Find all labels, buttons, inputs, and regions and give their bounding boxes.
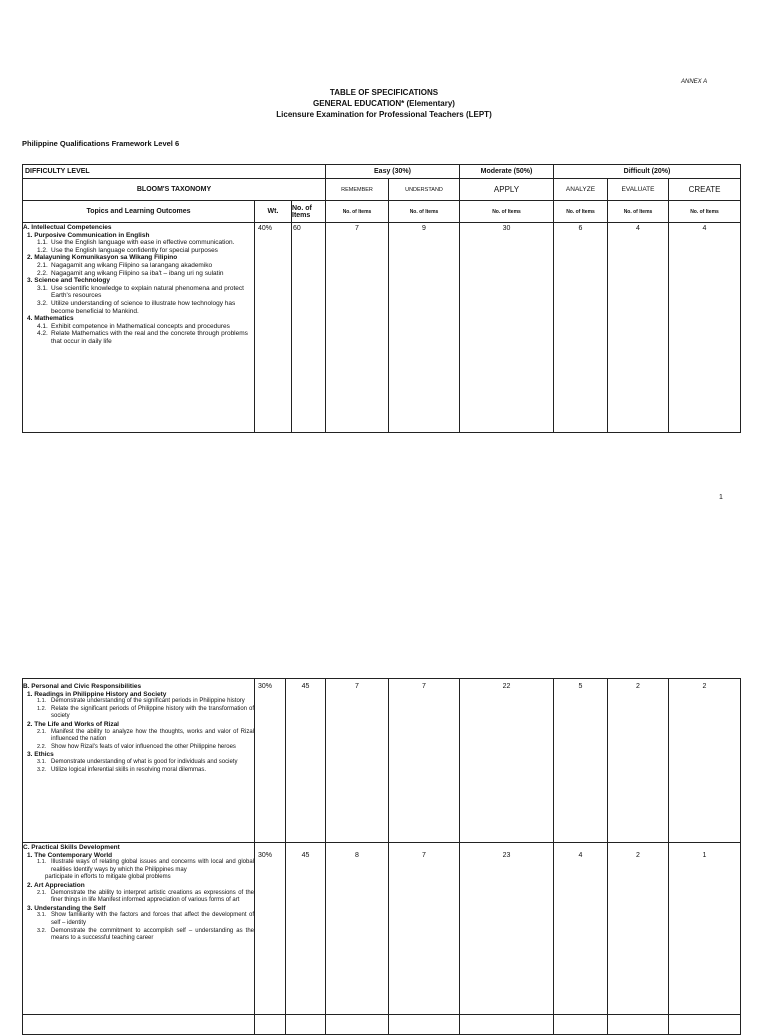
topic-number: 3. bbox=[27, 751, 33, 759]
evaluate-header: EVALUATE bbox=[608, 179, 669, 201]
create-value: 1 bbox=[669, 843, 741, 1015]
wt-header: Wt. bbox=[255, 201, 292, 223]
topic-title: The Life and Works of Rizal bbox=[34, 720, 119, 728]
create-header: CREATE bbox=[669, 179, 741, 201]
annex-label: ANNEX A bbox=[681, 79, 708, 85]
page-number: 1 bbox=[719, 494, 723, 501]
section-b-topics bbox=[23, 679, 255, 843]
outcome-number: 3.2. bbox=[37, 927, 47, 934]
weight-cell: 30% bbox=[255, 843, 286, 1015]
outcome-number: 2.1. bbox=[37, 889, 47, 896]
outcome-text: Use scientific knowledge to explain natural phenomena and protect Earth's resources bbox=[51, 284, 244, 300]
col-no-items: No. of Items bbox=[389, 201, 460, 223]
outcome-text: Nagagamit ang wikang Filipino sa iba't – ibang uri ng sulatin bbox=[51, 269, 224, 277]
topic-title: The Contemporary World bbox=[34, 851, 113, 859]
outcome-number: 1.1. bbox=[37, 859, 47, 866]
topic-number: 3. bbox=[27, 277, 33, 285]
outcome-number: 2.2. bbox=[37, 743, 47, 750]
topic-number: 1. bbox=[27, 690, 33, 698]
topics-header: Topics and Learning Outcomes bbox=[23, 201, 255, 223]
outcome-note: participate in efforts to mitigate global problems bbox=[45, 874, 171, 881]
evaluate-value: 4 bbox=[608, 223, 669, 433]
col-no-items: No. of Items bbox=[326, 201, 389, 223]
analyze-value: 5 bbox=[554, 679, 608, 843]
totals-cell bbox=[608, 1015, 669, 1035]
outcome-text: Exhibit competence in Mathematical concepts and procedures bbox=[51, 322, 230, 330]
items-cell: 45 bbox=[286, 679, 326, 843]
table-row bbox=[23, 843, 741, 1015]
outcome-number: 2.1. bbox=[37, 728, 47, 735]
outcome-number: 2.1. bbox=[37, 261, 48, 269]
topic-title: Purposive Communication in English bbox=[34, 231, 150, 239]
understand-header: UNDERSTAND bbox=[389, 179, 460, 201]
doc-subtitle: GENERAL EDUCATION* (Elementary) bbox=[313, 99, 455, 108]
outcome-text: Use the English language confidently for special purposes bbox=[51, 246, 218, 254]
outcome-text: Demonstrate understanding of the significant periods in Philippine history bbox=[51, 698, 245, 705]
evaluate-value: 2 bbox=[608, 843, 669, 1015]
create-value: 4 bbox=[669, 223, 741, 433]
analyze-value: 4 bbox=[554, 843, 608, 1015]
outcome-text: Relate the significant periods of Philippine history with the transformation of society bbox=[51, 705, 254, 720]
create-value: 2 bbox=[669, 679, 741, 843]
topic-number: 4. bbox=[27, 315, 33, 323]
framework-label: Philippine Qualifications Framework Level 6 bbox=[22, 139, 180, 148]
outcome-text: Utilize logical inferential skills in resolving moral dilemmas. bbox=[51, 766, 207, 773]
weight-cell: 30% bbox=[255, 679, 286, 843]
outcome-number: 3.2. bbox=[37, 299, 48, 307]
difficult-header: Difficult (20%) bbox=[554, 165, 741, 179]
evaluate-value: 2 bbox=[608, 679, 669, 843]
topic-title: Ethics bbox=[34, 751, 54, 759]
doc-exam-title: Licensure Examination for Professional Teachers (LEPT) bbox=[276, 110, 492, 119]
understand-value: 7 bbox=[389, 679, 460, 843]
outcome-text: Manifest the ability to analyze how the thoughts, works and valor of Rizal influenced the nation bbox=[51, 728, 254, 743]
totals-cell bbox=[460, 1015, 554, 1035]
items-cell: 45 bbox=[286, 843, 326, 1015]
section-title: C. Practical Skills Development bbox=[23, 844, 120, 851]
totals-cell bbox=[326, 1015, 389, 1035]
totals-cell bbox=[255, 1015, 286, 1035]
outcome-text: Demonstrate the commitment to accomplish self – understanding as the means to a successful teaching career bbox=[51, 927, 254, 942]
topic-number: 2. bbox=[27, 881, 33, 889]
understand-value: 7 bbox=[389, 843, 460, 1015]
totals-cell bbox=[286, 1015, 326, 1035]
moderate-header: Moderate (50%) bbox=[460, 165, 554, 179]
apply-header: APPLY bbox=[460, 179, 554, 201]
col-no-items: No. of Items bbox=[608, 201, 669, 223]
remember-value: 8 bbox=[326, 843, 389, 1015]
section-title: B. Personal and Civic Responsibilities bbox=[23, 683, 142, 690]
outcome-text: Demonstrate understanding of what is good for individuals and society bbox=[51, 758, 238, 765]
section-a-topics bbox=[23, 223, 255, 433]
apply-value: 23 bbox=[460, 843, 554, 1015]
outcome-number: 2.2. bbox=[37, 269, 48, 277]
doc-title: TABLE OF SPECIFICATIONS bbox=[329, 88, 439, 97]
topic-title: Science and Technology bbox=[34, 277, 110, 285]
analyze-header: ANALYZE bbox=[554, 179, 608, 201]
remember-value: 7 bbox=[326, 679, 389, 843]
outcome-number: 3.2. bbox=[37, 766, 47, 773]
col-no-items: No. of Items bbox=[669, 201, 741, 223]
table-row bbox=[23, 679, 741, 843]
bloom-header: BLOOM'S TAXONOMY bbox=[23, 179, 326, 201]
topic-title: Readings in Philippine History and Society bbox=[34, 690, 167, 698]
topic-title: Art Appreciation bbox=[34, 881, 85, 889]
outcome-number: 3.1. bbox=[37, 284, 48, 292]
understand-value: 9 bbox=[389, 223, 460, 433]
outcome-text: Use the English language with ease in effective communication. bbox=[51, 239, 235, 247]
topic-number: 1. bbox=[27, 851, 33, 859]
outcome-text: Utilize understanding of science to illustrate how technology has become beneficial to Mankind. bbox=[51, 299, 236, 315]
remember-header: REMEMBER bbox=[326, 179, 389, 201]
analyze-value: 6 bbox=[554, 223, 608, 433]
outcome-text: Relate Mathematics with the real and the concrete through problems that occur in daily life bbox=[51, 330, 248, 345]
outcome-text: Demonstrate the ability to interpret artistic creations as expressions of the finer things in life Manifest informed appreciation of various forms of art bbox=[51, 889, 254, 904]
difficulty-level-header: DIFFICULTY LEVEL bbox=[23, 165, 326, 179]
remember-value: 7 bbox=[326, 223, 389, 433]
outcome-number: 1.2. bbox=[37, 246, 48, 254]
spec-table-page1 bbox=[22, 164, 741, 433]
outcome-number: 3.1. bbox=[37, 912, 47, 919]
totals-row-partial bbox=[22, 1014, 741, 1035]
items-cell: 60 bbox=[292, 223, 326, 433]
totals-cell bbox=[389, 1015, 460, 1035]
topic-number: 1. bbox=[27, 231, 33, 239]
topic-number: 3. bbox=[27, 904, 33, 912]
outcome-number: 4.1. bbox=[37, 322, 48, 330]
totals-cell bbox=[554, 1015, 608, 1035]
col-no-items: No. of Items bbox=[554, 201, 608, 223]
outcome-number: 4.2. bbox=[37, 330, 48, 338]
apply-value: 30 bbox=[460, 223, 554, 433]
no-items-header: No. of Items bbox=[292, 201, 326, 223]
outcome-text: Illustrate ways of relating global issues and concerns with local and global realities Identify ways by which the Philippines may bbox=[51, 859, 254, 873]
col-no-items: No. of Items bbox=[460, 201, 554, 223]
outcome-number: 1.2. bbox=[37, 705, 47, 712]
spec-table-page2 bbox=[22, 678, 741, 1015]
easy-header: Easy (30%) bbox=[326, 165, 460, 179]
section-c-topics bbox=[23, 843, 255, 1015]
table-row bbox=[23, 223, 741, 433]
topic-title: Understanding the Self bbox=[34, 904, 106, 912]
topic-number: 2. bbox=[27, 254, 33, 262]
totals-cell bbox=[23, 1015, 255, 1035]
topic-number: 2. bbox=[27, 720, 33, 728]
apply-value: 22 bbox=[460, 679, 554, 843]
topic-title: Mathematics bbox=[34, 315, 74, 323]
outcome-text: Show how Rizal's feats of valor influenced the other Philippine heroes bbox=[51, 743, 236, 750]
outcome-text: Nagagamit ang wikang Filipino sa larangang akademiko bbox=[51, 261, 213, 269]
weight-cell: 40% bbox=[255, 223, 292, 433]
outcome-text: Show familiarity with the factors and forces that affect the development of self – identity bbox=[51, 912, 254, 926]
section-title: A. Intellectual Competencies bbox=[23, 224, 112, 231]
outcome-number: 1.1. bbox=[37, 239, 48, 247]
topic-title: Malayuning Komunikasyon sa Wikang Filipino bbox=[34, 254, 178, 262]
outcome-number: 1.1. bbox=[37, 698, 47, 705]
totals-cell bbox=[669, 1015, 741, 1035]
outcome-number: 3.1. bbox=[37, 758, 47, 765]
